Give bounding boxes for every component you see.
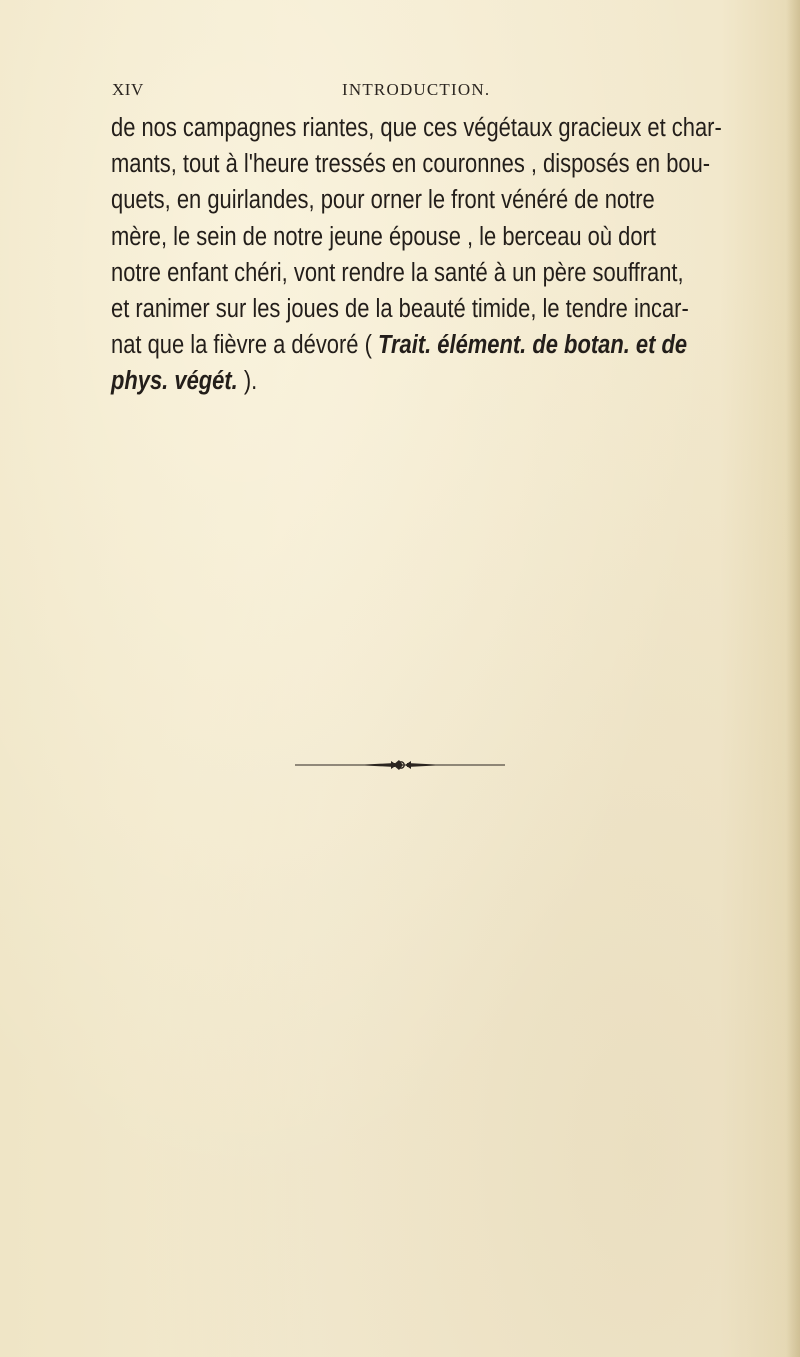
text-line: de nos campagnes riantes, que ces végétaux gracieux et char- (111, 114, 722, 142)
text-line (111, 363, 649, 399)
text-line: quets, en guirlandes, pour orner le front vénéré de notre (111, 186, 655, 215)
closing-paren: ). (243, 367, 258, 396)
body-text (111, 110, 736, 400)
text-line (111, 327, 688, 363)
page-edge-shadow (786, 0, 800, 1357)
text-line-start: nat que la fièvre a dévoré ( (111, 331, 372, 360)
page-number: XIV (112, 80, 144, 99)
text-line: mants, tout à l'heure tressés en couronnes , disposés en bou- (111, 150, 711, 179)
running-head (112, 80, 732, 104)
citation-continued: phys. végét. (111, 367, 238, 396)
text-line: et ranimer sur les joues de la beauté timide, le tendre incar- (111, 294, 689, 323)
citation: Trait. élément. de botan. et de (377, 331, 688, 360)
text-line: notre enfant chéri, vont rendre la santé à un père souffrant, (111, 258, 684, 287)
text-line: mère, le sein de notre jeune épouse , le berceau où dort (111, 222, 656, 251)
tail-piece-ornament (295, 758, 505, 772)
running-title: INTRODUCTION. (342, 80, 491, 99)
